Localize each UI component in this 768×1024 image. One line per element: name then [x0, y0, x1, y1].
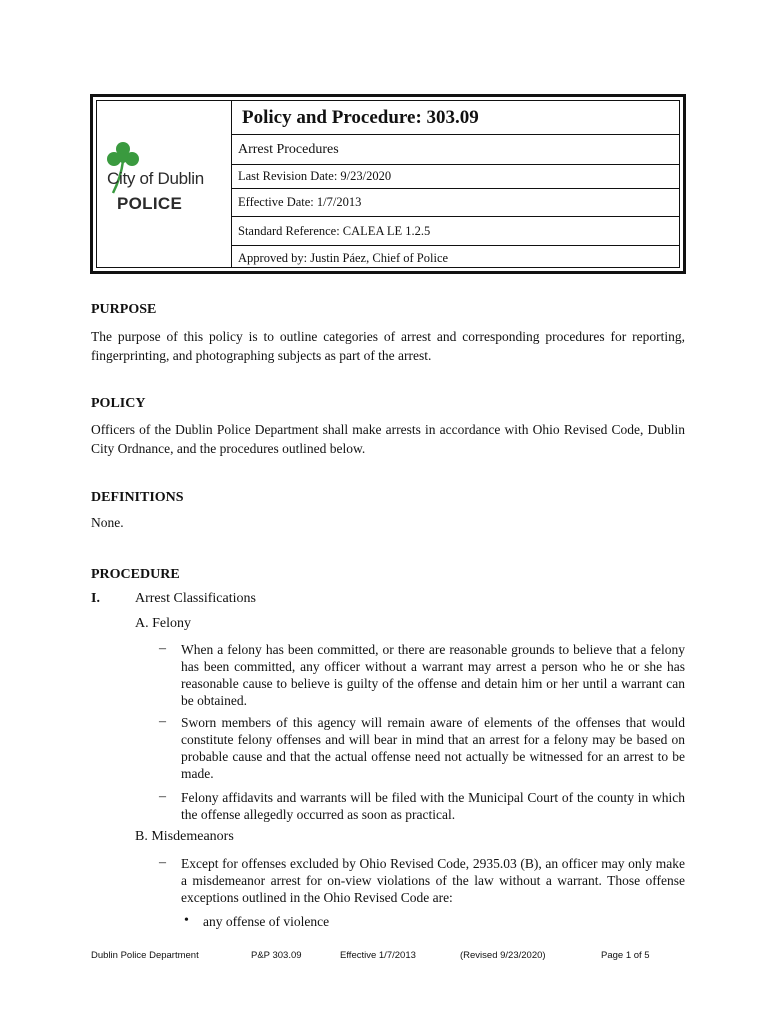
policy-header-table — [90, 94, 686, 274]
policy-heading: POLICY — [91, 396, 146, 411]
misdemeanor-item-1: Except for offenses excluded by Ohio Revised Code, 2935.03 (B), an officer may only make a misdemeanor arrest for on-view violations of the law without a warrant. Those offense exceptions outlined in the Ohio Revised Code are: — [181, 856, 685, 905]
footer-dept: Dublin Police Department — [91, 950, 199, 961]
logo-cell — [97, 101, 232, 267]
footer-pp: P&P 303.09 — [251, 950, 302, 961]
felony-label: A. Felony — [135, 616, 191, 631]
felony-item-2: Sworn members of this agency will remain aware of elements of the offenses that would constitute felony offenses and will bear in mind that an arrest for a felony may be based on probable cause and that the actual offense need not actually be witnessed for an arrest to be made. — [181, 715, 685, 781]
logo-city-text: City of Dublin — [107, 169, 204, 188]
list-dash: – — [159, 714, 166, 729]
footer-effective: Effective 1/7/2013 — [340, 950, 416, 961]
definitions-heading: DEFINITIONS — [91, 490, 184, 505]
purpose-heading: PURPOSE — [91, 302, 157, 317]
felony-item-3: Felony affidavits and warrants will be filed with the Municipal Court of the county in which the offense allegedly occurred as soon as practical. — [181, 790, 685, 822]
list-dash: – — [159, 641, 166, 656]
policy-header-inner — [96, 100, 680, 268]
section-title: Arrest Classifications — [135, 591, 256, 606]
procedure-heading: PROCEDURE — [91, 567, 180, 582]
section-number: I. — [91, 591, 100, 606]
policy-subtitle: Arrest Procedures — [232, 135, 679, 165]
footer-page: Page 1 of 5 — [601, 950, 650, 961]
logo-police-text: POLICE — [117, 194, 183, 213]
revision-date: Last Revision Date: 9/23/2020 — [232, 165, 679, 189]
misdemeanor-sub-item: any offense of violence — [203, 914, 330, 929]
misdemeanors-label: B. Misdemeanors — [135, 829, 234, 844]
definitions-text: None. — [91, 515, 124, 530]
policy-title: Policy and Procedure: 303.09 — [232, 101, 679, 135]
footer-revised: (Revised 9/23/2020) — [460, 950, 546, 961]
approved-by: Approved by: Justin Páez, Chief of Police — [238, 250, 449, 265]
felony-item-1: When a felony has been committed, or there are reasonable grounds to believe that a felony has been committed, any officer without a warrant may arrest a person who he or she has reasonable cause to believe is guilty of the offense and detain him or her until a warrant can be obtained. — [181, 642, 685, 708]
list-dash: – — [159, 789, 166, 804]
bullet-dot-icon: • — [184, 913, 189, 928]
standard-reference: Standard Reference: CALEA LE 1.2.5 — [232, 217, 679, 246]
purpose-text: The purpose of this policy is to outline categories of arrest and corresponding procedures for reporting, fingerprinting, and photographing subjects as part of the arrest. — [91, 329, 685, 363]
policy-text: Officers of the Dublin Police Department shall make arrests in accordance with Ohio Revised Code, Dublin City Ordnance, and the procedures outlined below. — [91, 422, 685, 456]
list-dash: – — [159, 855, 166, 870]
header-rows — [232, 101, 679, 267]
effective-date: Effective Date: 1/7/2013 — [232, 189, 679, 217]
